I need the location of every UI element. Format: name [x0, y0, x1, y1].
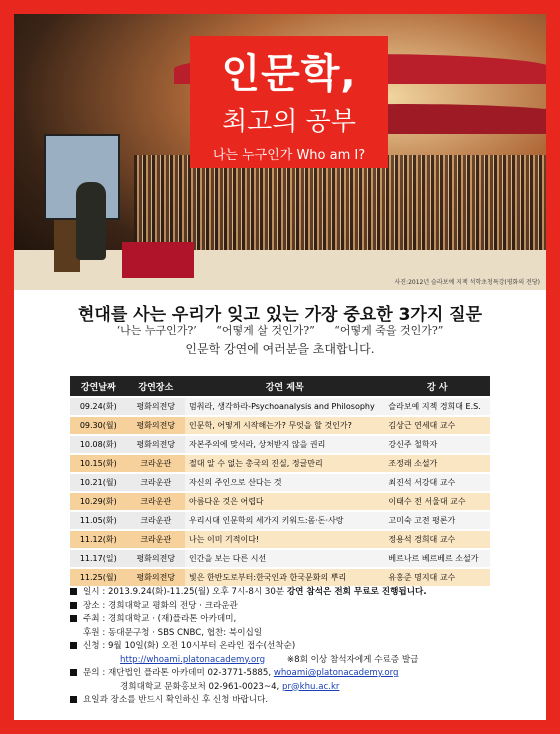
info-apply: [70, 640, 500, 654]
lecture-schedule-table: [70, 374, 490, 588]
cell-date: 11.05(화): [70, 512, 127, 529]
title-line1: 인문학,: [221, 51, 357, 97]
table-row: [70, 550, 490, 567]
header-date: 강연날짜: [70, 376, 127, 396]
cell-lecturer: 이태수 전 서울대 교수: [384, 493, 490, 510]
question-3: “어떻게 죽을 것인가?”: [334, 324, 444, 337]
bullet-icon: [70, 669, 77, 676]
cell-title: 자본주의에 맞서라, 상처받지 않을 권리: [185, 436, 384, 453]
cell-date: 09.24(화): [70, 398, 127, 415]
cell-title: 나는 이미 기적이다!: [185, 531, 384, 548]
cell-title: 빛은 한반도로부터:한국인과 한국문화의 뿌리: [185, 569, 384, 586]
info-notice: [70, 694, 500, 708]
cell-lecturer: 유홍준 명지대 교수: [384, 569, 490, 586]
event-info: [70, 586, 500, 708]
apply-url-link[interactable]: http://whoami.platonacademy.org: [120, 654, 266, 665]
cell-lecturer: 고미숙 고전 평론가: [384, 512, 490, 529]
cell-place: 크라운관: [127, 512, 185, 529]
cell-date: 11.17(일): [70, 550, 127, 567]
info-contact2: [70, 681, 500, 695]
table-row: [70, 493, 490, 510]
header-lecturer: 강 사: [384, 376, 490, 396]
cell-date: 09.30(월): [70, 417, 127, 434]
table-header-row: [70, 376, 490, 396]
schedule-text: 일시 : 2013.9.24(화)-11.25(월) 오후 7시-8시 30분: [83, 587, 285, 597]
cell-place: 평화의전당: [127, 569, 185, 586]
stage-table: [122, 242, 194, 278]
cell-place: 크라운관: [127, 531, 185, 548]
cell-lecturer: 조정래 소설가: [384, 455, 490, 472]
bullet-icon: [70, 615, 77, 622]
cell-date: 10.15(화): [70, 455, 127, 472]
cell-lecturer: 슬라보예 지젝 경희대 E.S.: [384, 398, 490, 415]
question-1: ‘나는 누구인가?’: [116, 324, 197, 337]
lecture-photo: [14, 14, 546, 290]
cell-lecturer: 최진석 서강대 교수: [384, 474, 490, 491]
cell-place: 평화의전당: [127, 436, 185, 453]
cell-date: 11.12(화): [70, 531, 127, 548]
info-apply-link: [70, 654, 500, 668]
table-row: [70, 417, 490, 434]
cell-lecturer: 강신주 철학자: [384, 436, 490, 453]
info-schedule: [70, 586, 500, 600]
cell-title: 아름다운 것은 어렵다: [185, 493, 384, 510]
cell-lecturer: 베르나르 베르베르 소설가: [384, 550, 490, 567]
question-2: “어떻게 살 것인가?”: [216, 324, 315, 337]
title-line2: 최고의 공부: [222, 107, 356, 137]
cell-place: 평화의전당: [127, 398, 185, 415]
contact1-text: 문의 : 재단법인 플라톤 아카데미 02-3771-5885,: [83, 668, 272, 678]
cell-title: 멈춰라, 생각하라-Psychoanalysis and Philosophy: [185, 398, 384, 415]
table-row: [70, 398, 490, 415]
cell-title: 자신의 주인으로 산다는 것: [185, 474, 384, 491]
audience-crowd: [134, 155, 546, 250]
cell-place: 크라운관: [127, 455, 185, 472]
free-admission-text: 강연 참석은 전회 무료로 진행됩니다.: [286, 587, 427, 597]
three-questions: [14, 322, 546, 338]
info-sponsor: 후원 : 동대문구청 · SBS CNBC, 협찬: 북이십일: [83, 627, 263, 638]
table-row: [70, 569, 490, 586]
info-host: [70, 613, 500, 627]
table-row: [70, 436, 490, 453]
photo-caption: 사진:2012년 슬라보예 지젝 석학초청특강(평화의 전당): [394, 279, 540, 286]
table-row: [70, 474, 490, 491]
cell-title: 인문학, 어떻게 시작해는가? 무엇을 할 것인가?: [185, 417, 384, 434]
cell-lecturer: 김상근 연세대 교수: [384, 417, 490, 434]
contact1-email-link[interactable]: whoami@platonacademy.org: [273, 668, 399, 678]
bullet-icon: [70, 588, 77, 595]
place-text: 장소 : 경희대학교 평화의 전당 · 크라운관: [83, 600, 238, 611]
table-row: [70, 512, 490, 529]
host-text: 주최 : 경희대학교 · (재)플라톤 아카데미,: [83, 614, 237, 624]
cell-date: 10.29(화): [70, 493, 127, 510]
cell-place: 크라운관: [127, 474, 185, 491]
bullet-icon: [70, 602, 77, 609]
title-box: [190, 36, 388, 168]
bullet-icon: [70, 642, 77, 649]
main-heading: 현대를 사는 우리가 잊고 있는 가장 중요한 3가지 질문: [77, 305, 483, 325]
cell-date: 11.25(월): [70, 569, 127, 586]
bullet-icon: [70, 696, 77, 703]
info-place: [70, 600, 500, 614]
contact2-text: 경희대학교 문화홍보처 02-961-0023~4,: [120, 681, 280, 692]
certificate-note: ※8회 이상 참석자에게 수료증 발급: [286, 654, 419, 665]
cell-date: 10.08(화): [70, 436, 127, 453]
cell-place: 평화의전당: [127, 550, 185, 567]
invitation-text: 인문학 강연에 여러분을 초대합니다.: [185, 342, 375, 356]
contact2-email-link[interactable]: pr@khu.ac.kr: [282, 681, 340, 692]
cell-place: 평화의전당: [127, 417, 185, 434]
apply-text: 신청 : 9월 10일(화) 오전 10시부터 온라인 접수(선착순): [83, 641, 296, 651]
header-title: 강연 제목: [185, 376, 384, 396]
notice-text: 요일과 장소를 반드시 확인하신 후 신청 바랍니다.: [83, 695, 269, 705]
speaker-figure: [76, 182, 106, 260]
cell-place: 크라운관: [127, 493, 185, 510]
header-place: 강연장소: [127, 376, 185, 396]
title-subtitle: 나는 누구인가 Who am I?: [212, 148, 366, 163]
table-row: [70, 455, 490, 472]
cell-title: 우리시대 인문학의 세가지 키워드:몸·돈·사랑: [185, 512, 384, 529]
cell-title: 인간을 보는 다른 시선: [185, 550, 384, 567]
info-contact: [70, 667, 500, 681]
cell-title: 절대 알 수 없는 총국의 진실, 정글만리: [185, 455, 384, 472]
table-row: [70, 531, 490, 548]
cell-lecturer: 정용석 경희대 교수: [384, 531, 490, 548]
cell-date: 10.21(월): [70, 474, 127, 491]
